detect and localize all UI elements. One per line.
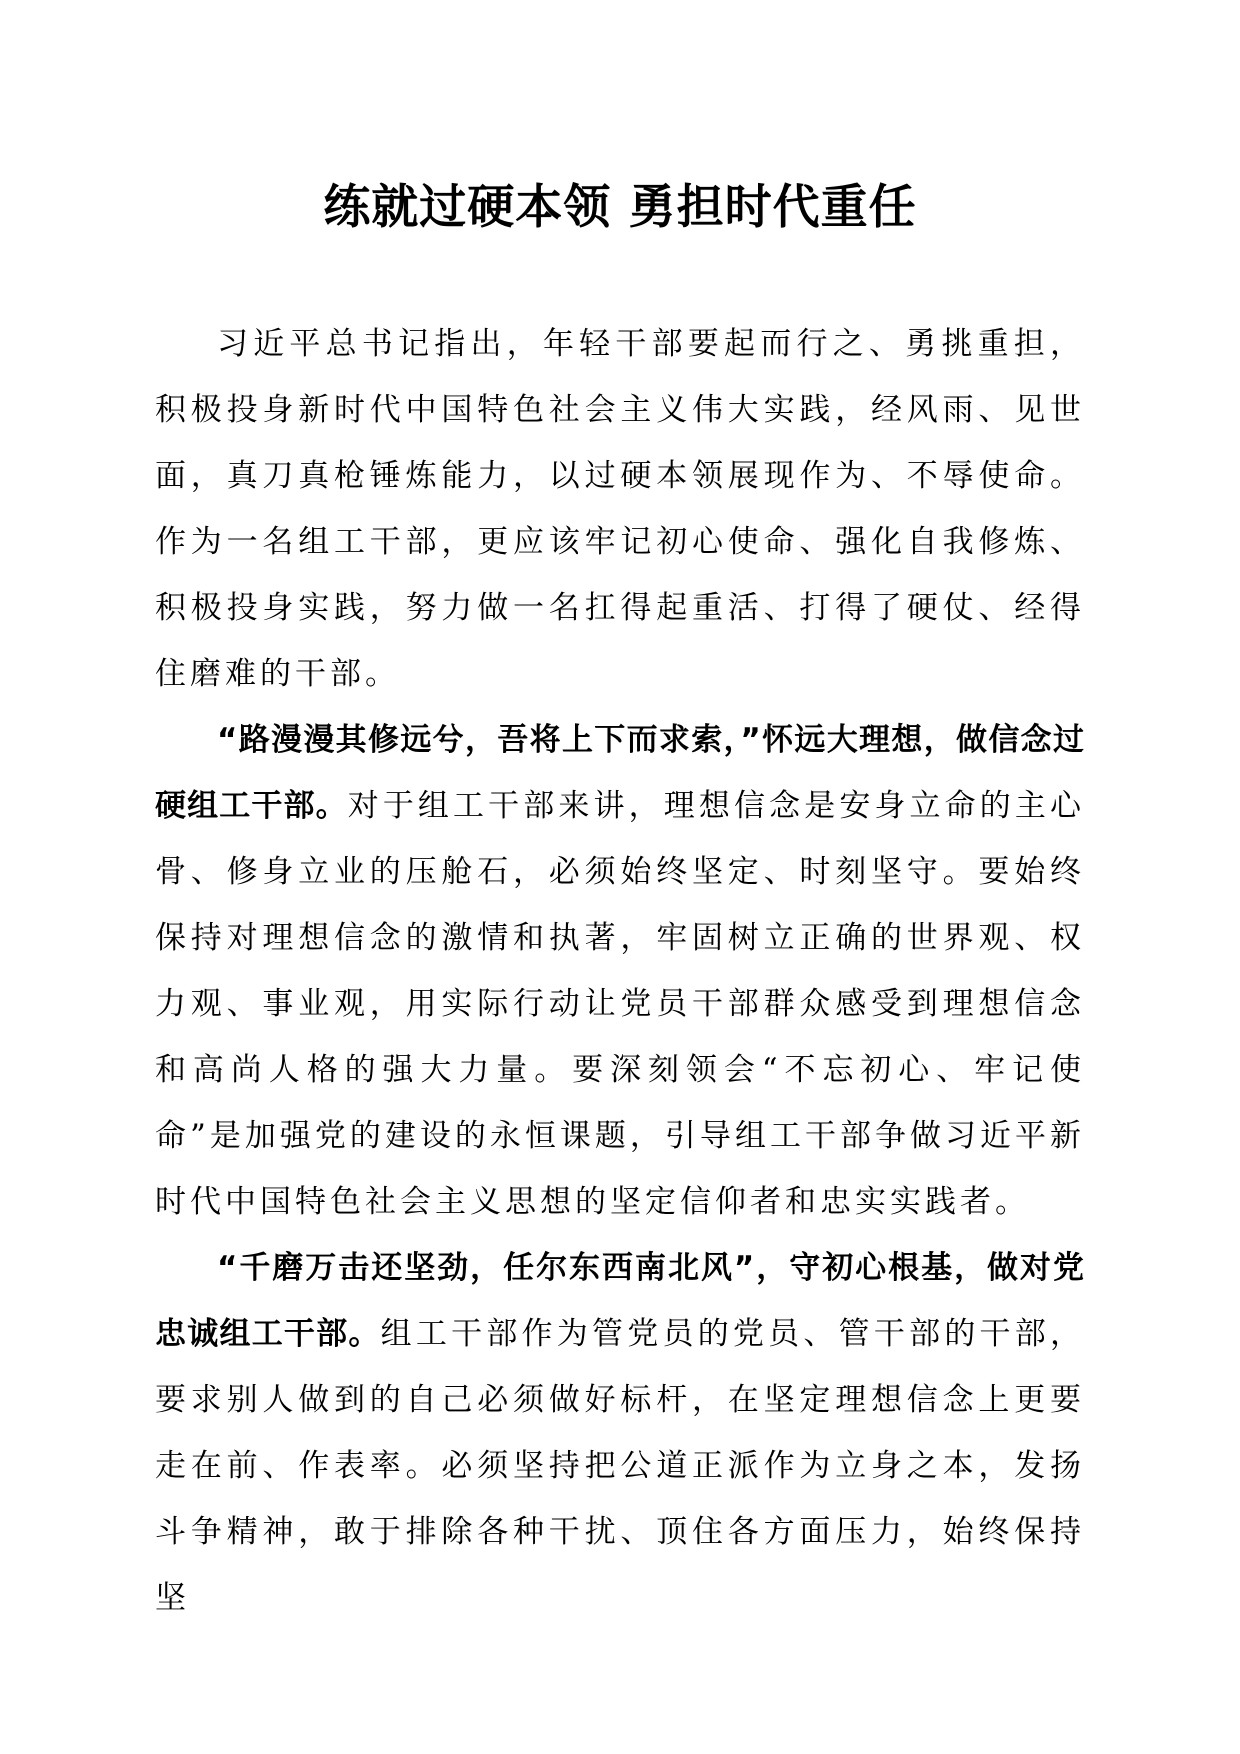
paragraph-lead-heading: “路漫漫其修远兮，吾将上下而求索，”怀远大理想，做信念过硬组工干部。 bbox=[155, 722, 1085, 824]
paragraph-lead-heading: “千磨万击还坚劲，任尔东西南北风”，守初心根基，做对党忠诚组工干部。 bbox=[155, 1250, 1085, 1352]
paragraph-ideals bbox=[155, 707, 1085, 1235]
document-body bbox=[155, 311, 1085, 1631]
paragraph-text: 习近平总书记指出，年轻干部要起而行之、勇挑重担，积极投身新时代中国特色社会主义伟大实践，经风雨、见世面，真刀真枪锤炼能力，以过硬本领展现作为、不辱使命。作为一名组工干部，更应该牢记初心使命、强化自我修炼、积极投身实践，努力做一名扛得起重活、打得了硬仗、经得住磨难的干部。 bbox=[155, 326, 1085, 692]
paragraph-text: 组工干部作为管党员的党员、管干部的干部，要求别人做到的自己必须做好标杆，在坚定理想信念上更要走在前、作表率。必须坚持把公道正派作为立身之本，发扬斗争精神，敢于排除各种干扰、顶住各方面压力，始终保持坚 bbox=[155, 1316, 1086, 1616]
paragraph-intro bbox=[155, 311, 1085, 707]
paragraph-text: 对于组工干部来讲，理想信念是安身立命的主心骨、修身立业的压舱石，必须始终坚定、时刻坚守。要始终保持对理想信念的激情和执著，牢固树立正确的世界观、权力观、事业观，用实际行动让党员干部群众感受到理想信念和高尚人格的强大力量。要深刻领会“不忘初心、牢记使命”是加强党的建设的永恒课题，引导组工干部争做习近平新时代中国特色社会主义思想的坚定信仰者和忠实实践者。 bbox=[155, 788, 1086, 1220]
paragraph-loyalty bbox=[155, 1235, 1085, 1631]
document-title: 练就过硬本领 勇担时代重任 bbox=[323, 180, 917, 235]
